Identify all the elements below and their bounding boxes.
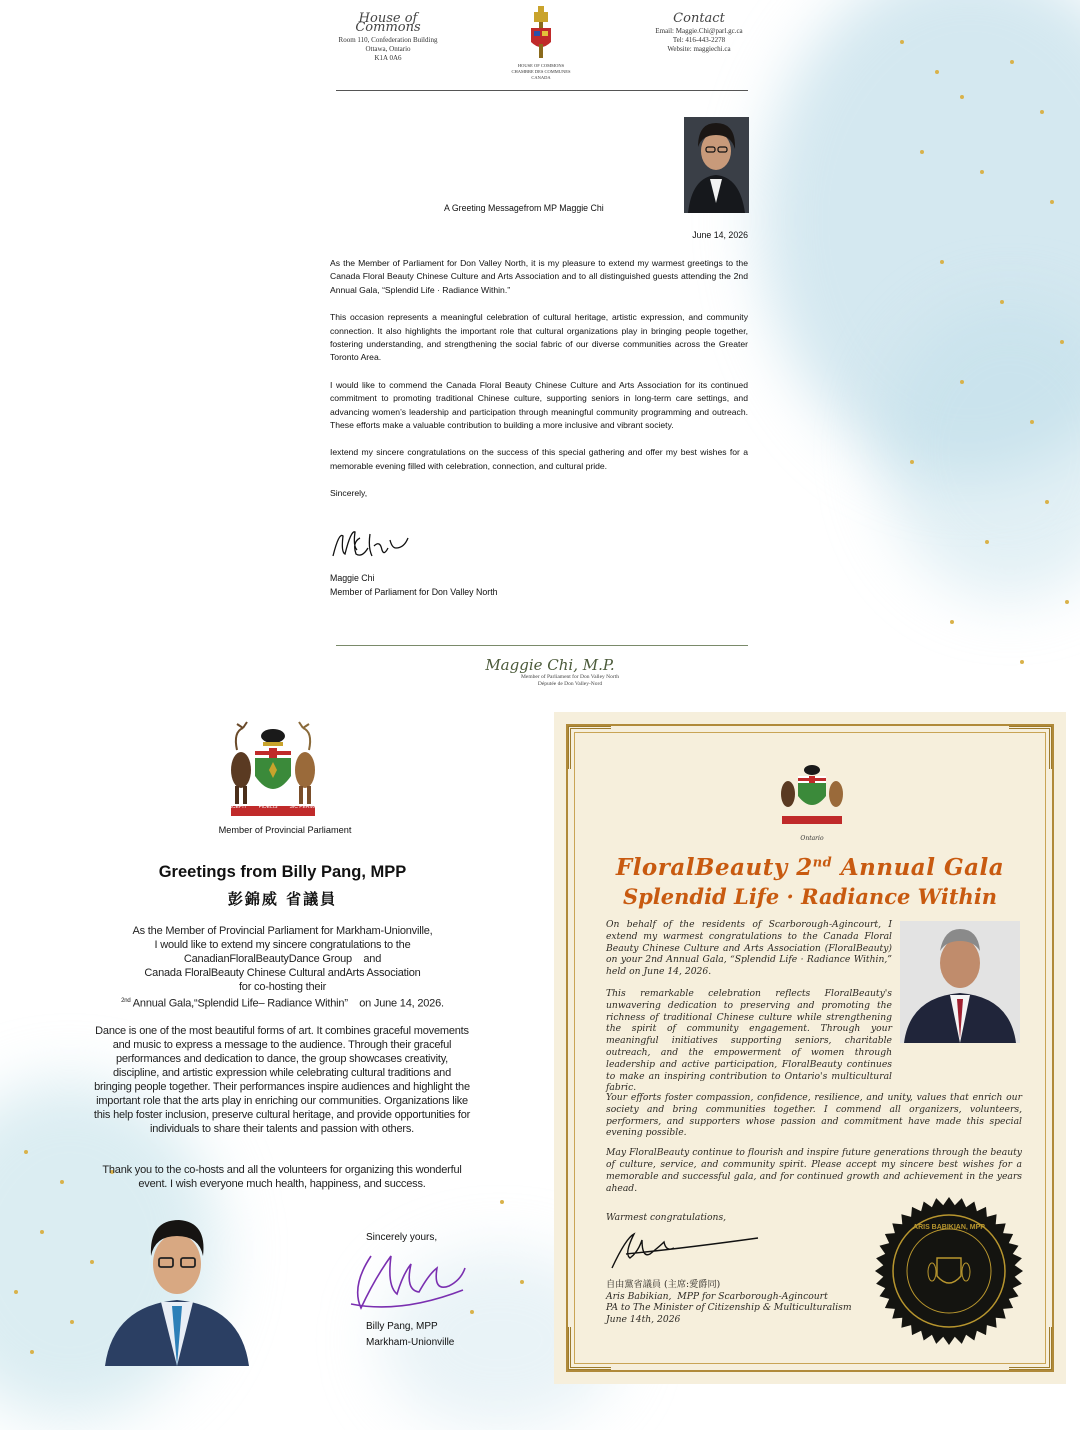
footer-line: Member of Parliament for Don Valley North <box>521 674 619 680</box>
frame-corner-ornament <box>568 726 611 769</box>
cert-paragraph: On behalf of the residents of Scarborough-Agincourt, I extend my warmest congratulations to the Canada Floral Beauty Chinese Culture and Arts Association (FloralBeauty) on your 2nd Annual Gala, “Splendid Life · Radiance Within,” held on June 14, 2026. <box>606 919 892 978</box>
address-line: K1A 0A6 <box>374 54 402 62</box>
gold-fleck <box>1010 60 1014 64</box>
footer-divider <box>336 645 748 646</box>
cert-title-text: FloralBeauty 2 <box>615 854 813 881</box>
motto-text: FIDELIS <box>258 804 278 810</box>
cert-paragraph: Your efforts foster compassion, confidence, resilience, and unity, values that enrich our society and bring communities together. I commend all organizers, volunteers, performers, and supporters whose passion and commitment have made this special evening possible. <box>606 1092 1022 1139</box>
letter-heading: A Greeting Messagefrom MP Maggie Chi <box>444 203 604 213</box>
gold-fleck <box>1065 600 1069 604</box>
ontario-coat-of-arms-icon <box>217 720 329 826</box>
cert-paragraph: May FloralBeauty continue to flourish and inspire future generations through the beauty of culture, service, and community spirit. Please accept my sincere best wishes for a memorable and successful gala, and for continued growth and achievement in the years ahead. <box>606 1147 1022 1194</box>
signer-name: Maggie Chi <box>330 573 375 583</box>
letterhead-address <box>328 11 448 63</box>
mp-signature <box>330 526 410 562</box>
gold-fleck <box>1040 110 1044 114</box>
cert-para-block <box>606 919 892 986</box>
contact-email: Email: Maggie.Chi@parl.gc.ca <box>655 27 743 35</box>
letter-paragraph: I would like to commend the Canada Floral Beauty Chinese Culture and Arts Association for its continued commitment to promoting traditional Chinese culture, supporting seniors in long-term care settings, and advancing women’s leadership and participation through meaningful community programming and outreach. These efforts make a valuable contribution to building a more inclusive and vibrant society. <box>330 379 748 431</box>
address-line: Room 110, Confederation Building <box>338 36 438 44</box>
mpp-portrait <box>97 1212 257 1366</box>
intro-line: CanadianFloralBeautyDance Group and <box>183 953 382 965</box>
mpp-letter <box>85 710 480 1370</box>
cert-title-text: Annual Gala <box>832 854 1005 881</box>
ontario-coat-of-arms-icon <box>774 760 850 830</box>
mp-portrait <box>684 117 749 213</box>
gold-fleck <box>960 95 964 99</box>
crest-caption: HOUSE OF COMMONS <box>517 63 565 68</box>
mpp-name: Billy Pang, MPP <box>366 1321 438 1332</box>
footer-line: Députée de Don Valley-Nord <box>537 681 603 687</box>
gold-fleck <box>60 1180 64 1184</box>
gold-fleck <box>40 1230 44 1234</box>
cert-title-sup: nd <box>812 855 833 871</box>
mpp-paragraph: Thank you to the co-hosts and all the volunteers for organizing this wonderful event. I wish everyone much health, happiness, and success. <box>102 1164 462 1190</box>
mpp-intro <box>85 924 480 1011</box>
intro-line: for co-hosting their <box>238 981 327 993</box>
gold-fleck <box>985 540 989 544</box>
crest-caption: CANADA <box>531 75 551 80</box>
gold-fleck <box>70 1320 74 1324</box>
letterhead-script-contact: Contact <box>673 11 725 26</box>
letter-body <box>330 257 748 515</box>
letter-paragraph: This occasion represents a meaningful celebration of cultural heritage, artistic expression, and community connection. It also highlights the important role that cultural organizations play in bringing people together, fostering understanding, and strengthening the social fabric of our diverse communities across the Greater Toronto Area. <box>330 312 748 363</box>
gold-fleck <box>900 40 904 44</box>
motto-text: SIC PERMANET <box>289 804 327 810</box>
cert-role: PA to The Minister of Citizenship & Multiculturalism <box>606 1302 852 1313</box>
cert-chinese-name: 自由黨省議員 (主席:愛爵同) <box>606 1279 721 1290</box>
intro-line: Canada FloralBeauty Chinese Cultural andArts Association <box>144 967 421 979</box>
gold-fleck <box>980 170 984 174</box>
cert-signer: Aris Babikian, MPP for Scarborough-Agincourt <box>606 1290 828 1302</box>
gold-fleck <box>1000 300 1004 304</box>
mpp-riding: Markham-Unionville <box>366 1337 455 1348</box>
ordinal-sup: 2nd <box>121 998 131 1004</box>
gold-fleck <box>1020 660 1024 664</box>
gold-fleck <box>500 1200 504 1204</box>
crest-caption: CHAMBRE DES COMMUNES <box>511 69 571 74</box>
gold-fleck <box>1030 420 1034 424</box>
mpp-paragraph: Dance is one of the most beautiful forms of art. It combines graceful movements and music to express a message to the audience. Through their graceful performances and dedication to dance, the group showcases creativity, discipline, and artistic expression while celebrating cultural traditions and bringing people together. Their performances inspire audiences and highlight the important role that the arts play in enriching our communities. Organizations like this help foster inclusion, preserve cultural heritage, and provide opportunities for individuals to share their talents and passion with others. <box>93 1025 471 1135</box>
seal-text: ARIS BABIKIAN, MPP <box>913 1224 985 1231</box>
letter-signoff <box>330 571 498 599</box>
letter-date: June 14, 2026 <box>692 230 748 240</box>
cert-para-block <box>606 988 1022 1102</box>
intro-line: As the Member of Provincial Parliament for Markham-Unionville, <box>132 925 433 937</box>
gold-fleck <box>1060 340 1064 344</box>
cert-paragraph: This remarkable celebration reflects FloralBeauty's unwavering dedication to preserving and promoting the richness of traditional Chinese culture while strengthening the spirit of community engagement. Through your meaningful initiatives supporting seniors, charitable outreach, and the empowerment of women through leadership and active participation, FloralBeauty continues to make an inspiring contribution to Ontario's multicultural fabric. <box>606 988 892 1094</box>
gold-fleck <box>910 460 914 464</box>
footer-signature: Maggie Chi, M.P. <box>485 656 615 674</box>
gold-fleck <box>30 1350 34 1354</box>
mace-crest-icon <box>528 6 554 58</box>
cert-signoff <box>606 1279 852 1325</box>
mpp-title: Greetings from Billy Pang, MPP <box>158 863 407 881</box>
frame-corner-ornament <box>1009 726 1052 769</box>
ontario-crest <box>213 720 333 831</box>
gold-fleck <box>520 1280 524 1284</box>
gala-line: Annual Gala,“Splendid Life– Radiance Within” on June 14, 2026. <box>132 997 444 1010</box>
signer-title: Member of Parliament for Don Valley North <box>330 587 498 597</box>
gold-fleck <box>935 70 939 74</box>
mp-letter <box>320 0 760 705</box>
letterhead-script-title: House of Commons <box>355 11 421 35</box>
cert-date: June 14th, 2026 <box>606 1313 681 1325</box>
gold-fleck <box>940 260 944 264</box>
cert-closing: Warmest congratulations, <box>606 1212 727 1223</box>
contact-website: Website: maggiechi.ca <box>667 45 731 53</box>
letter-paragraph: Iextend my sincere congratulations on the success of this special gathering and offer my best wishes for a memorable evening filled with celebration, connection, and cultural pride. <box>330 447 748 471</box>
gold-fleck <box>1045 500 1049 504</box>
contact-phone: Tel: 416-443-2278 <box>672 36 726 44</box>
gold-fleck <box>14 1290 18 1294</box>
commons-crest <box>506 6 576 81</box>
gold-fleck <box>1050 200 1054 204</box>
certificate <box>554 712 1066 1384</box>
cert-crest <box>772 760 852 842</box>
gold-fleck <box>960 380 964 384</box>
mpp-signoff <box>366 1319 454 1351</box>
cert-title-line2: Splendid Life · Radiance Within <box>622 884 998 909</box>
letter-footer <box>450 656 650 688</box>
mpp-crest-caption: Member of Provincial Parliament <box>218 825 352 835</box>
frame-corner-ornament <box>568 1327 611 1370</box>
letterhead-divider <box>336 90 748 91</box>
cert-crest-caption: Ontario <box>800 835 824 842</box>
gold-fleck <box>950 620 954 624</box>
gold-seal <box>874 1196 1024 1346</box>
gold-fleck <box>920 150 924 154</box>
cert-title-line1 <box>554 854 1066 881</box>
motto-text: UT INCEPIT <box>218 804 247 810</box>
address-line: Ottawa, Ontario <box>365 45 411 53</box>
seal-icon <box>874 1196 1024 1346</box>
mpp-signature <box>347 1244 469 1320</box>
cert-para-block <box>606 1092 1022 1202</box>
mpp-chinese-title: 彭錦威 省議員 <box>227 890 338 908</box>
letter-paragraph: As the Member of Parliament for Don Valley North, it is my pleasure to extend my warmest greetings to the Canada Floral Beauty Chinese Culture and Arts Association and to all distinguished guests attending the 2nd Annual Gala, “Splendid Life · Radiance Within.” <box>330 258 748 295</box>
mpp-closing: Sincerely yours, <box>366 1232 438 1243</box>
intro-line: I would like to extend my sincere congratulations to the <box>154 939 411 951</box>
cert-signature <box>606 1224 766 1274</box>
letter-closing: Sincerely, <box>330 488 368 499</box>
letterhead-contact <box>636 11 762 54</box>
gold-fleck <box>24 1150 28 1154</box>
